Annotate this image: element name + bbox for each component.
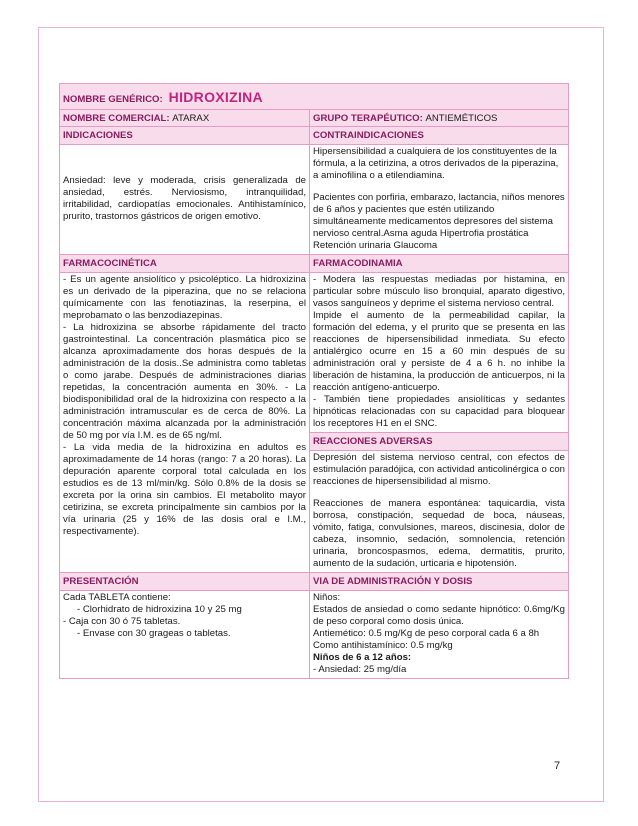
pharmacokinetics-body bbox=[60, 273, 310, 573]
row-indications-header bbox=[60, 127, 569, 145]
pharmacokinetics-p1: - Es un agente ansiolítico y psicoléptico. La hidroxizina es un derivado de la piperazina, que no se relaciona químicamente con las fenotiazinas, la reserpina, el meprobamato o las benzodiazepinas. bbox=[63, 274, 306, 322]
administration-line: Niños: bbox=[313, 591, 341, 603]
page-number: 7 bbox=[554, 760, 561, 772]
row-generic-name bbox=[60, 84, 569, 110]
contraindications-p2: Pacientes con porfiria, embarazo, lactancia, niños menores de 6 años y pacientes que estén utilizando simultáneamente medicamentos depresores del sistema nervioso central.Asma aguda Hipertrofia prostática Retención urinaria Glaucoma bbox=[313, 192, 565, 252]
pharmacodynamics-p3: - También tiene propiedades ansiolíticas y sedantes hipnóticas relacionadas con su capacidad para bloquear los receptores H1 en el SNC. bbox=[313, 394, 566, 430]
drug-sheet-table bbox=[59, 83, 569, 679]
presentation-body bbox=[60, 590, 310, 678]
pharmacokinetics-p2: - La hidroxizina se absorbe rápidamente del tracto gastrointestinal. La concentración plasmática pico se alcanza aproximadamente dos horas después de la administración de la dosis..Se administra como tabletas o como jarabe. Después de administraciones diarias repetidas, la concentración aumenta en 30%. - La biodisponibilidad oral de la hidroxizina con respecto a la administración intramuscular es de cerca de 80%. La concentración máxima alcanzada por la administración de 50 mg por vía I.M. es de 65 ng/ml. bbox=[63, 322, 306, 442]
presentation-line: - Envase con 30 grageas o tabletas. bbox=[77, 627, 231, 639]
row-presentation-header bbox=[60, 572, 569, 590]
row-pharmaco-body bbox=[60, 273, 569, 433]
pharmacokinetics-p3: - La vida media de la hidroxizina en adultos es aproximadamente de 14 horas (rango: 7 a 20 horas). La depuración aparente corporal total calculada en los estudios es de 13 ml/min/kg. Sólo 0.8% de la dosis se excreta por la orina sin cambios. El metabolito mayor cetirizina, se excreta principalmente sin cambios por la vía urinaria (25 y 16% de las dosis oral e I.M., respectivamente). bbox=[63, 442, 306, 537]
indications-title: INDICACIONES bbox=[60, 127, 310, 145]
contraindications-body bbox=[310, 145, 569, 255]
generic-name-cell bbox=[60, 84, 569, 110]
administration-line: Estados de ansiedad o como sedante hipnótico: 0.6mg/Kg de peso corporal como dosis única. bbox=[313, 603, 566, 627]
row-pharmaco-header bbox=[60, 255, 569, 273]
administration-body bbox=[310, 590, 569, 678]
pharmacodynamics-p2: Impide el aumento de la permeabilidad capilar, la formación del edema, y el prurito que se presenta en las reacciones de hipersensibilidad inmediata. Su efecto antialérgico ocurre en 15 a 60 min después de su administración oral y persiste de 4 a 6 h. no inhibe la liberación de histamina, la producción de anticuerpos, ni la reacción antígeno-anticuerpo. bbox=[313, 310, 566, 394]
row-presentation-body bbox=[60, 590, 569, 678]
pharmacokinetics-title: FARMACOCINÉTICA bbox=[60, 255, 310, 273]
pharmacodynamics-p1: - Modera las respuestas mediadas por histamina, en particular sobre músculo liso bronquial, aparato digestivo, vasos sanguíneos y deprime el sistema nervioso central. bbox=[313, 274, 566, 310]
adverse-reactions-p2: Reacciones de manera espontánea: taquicardia, vista borrosa, constipación, sequedad de boca, náuseas, vómito, fatiga, convulsiones, mareos, discinesia, dolor de cabeza, insomnio, sedación, somnolencia, retención urinaria, broncospasmos, edema, dermatitis, prurito, aumento de la sudación, urticaria e hipotensión. bbox=[313, 498, 566, 569]
administration-line: - Ansiedad: 25 mg/día bbox=[313, 663, 407, 675]
row-commercial bbox=[60, 109, 569, 127]
commercial-name-label: NOMBRE COMERCIAL: bbox=[63, 112, 170, 124]
adverse-reactions-body bbox=[310, 451, 569, 573]
therapeutic-group-cell bbox=[310, 109, 569, 127]
administration-line: Antiemético: 0.5 mg/Kg de peso corporal cada 6 a 8h bbox=[313, 627, 540, 639]
adverse-reactions-p1: Depresión del sistema nervioso central, con efectos de estimulación paradójica, con actividad anticolinérgica o con reacciones de hipersensibilidad al mismo. bbox=[313, 452, 566, 488]
therapeutic-group-label: GRUPO TERAPÉUTICO: bbox=[313, 112, 423, 124]
generic-name-value: HIDROXIZINA bbox=[168, 89, 263, 105]
pharmacodynamics-title: FARMACODINAMIA bbox=[310, 255, 569, 273]
indications-text: Ansiedad: leve y moderada, crisis generalizada de ansiedad, estrés. Nerviosismo, intranquilidad, irritabilidad, cardiopatías emocionales. Antihistamínico, prurito, trastornos gástricos de origen emotivo. bbox=[63, 175, 306, 223]
presentation-line: - Clorhidrato de hidroxizina 10 y 25 mg bbox=[77, 603, 242, 615]
commercial-name-value: ATARAX bbox=[172, 112, 210, 124]
generic-name-label: NOMBRE GENÉRICO: bbox=[63, 94, 163, 105]
adverse-reactions-title: REACCIONES ADVERSAS bbox=[310, 433, 569, 451]
presentation-title: PRESENTACIÓN bbox=[60, 572, 310, 590]
administration-line: Como antihistamínico: 0.5 mg/kg bbox=[313, 639, 453, 651]
contraindications-p1: Hipersensibilidad a cualquiera de los constituyentes de la fórmula, a la cetirizina, a otros derivados de la piperazina, a aminofilina o a etilendiamina. bbox=[313, 146, 559, 182]
administration-line: Niños de 6 a 12 años: bbox=[313, 651, 412, 663]
pharmacodynamics-body bbox=[310, 273, 569, 433]
row-indications-body bbox=[60, 145, 569, 255]
indications-body bbox=[60, 145, 310, 255]
commercial-name-cell bbox=[60, 109, 310, 127]
presentation-line: Cada TABLETA contiene: bbox=[63, 591, 171, 603]
presentation-line: - Caja con 30 ó 75 tabletas. bbox=[63, 615, 181, 627]
spacer bbox=[313, 182, 565, 192]
contraindications-title: CONTRAINDICACIONES bbox=[310, 127, 569, 145]
administration-title: VIA DE ADMINISTRACIÓN Y DOSIS bbox=[310, 572, 569, 590]
spacer bbox=[313, 488, 565, 498]
therapeutic-group-value: ANTIEMÉTICOS bbox=[425, 112, 498, 124]
